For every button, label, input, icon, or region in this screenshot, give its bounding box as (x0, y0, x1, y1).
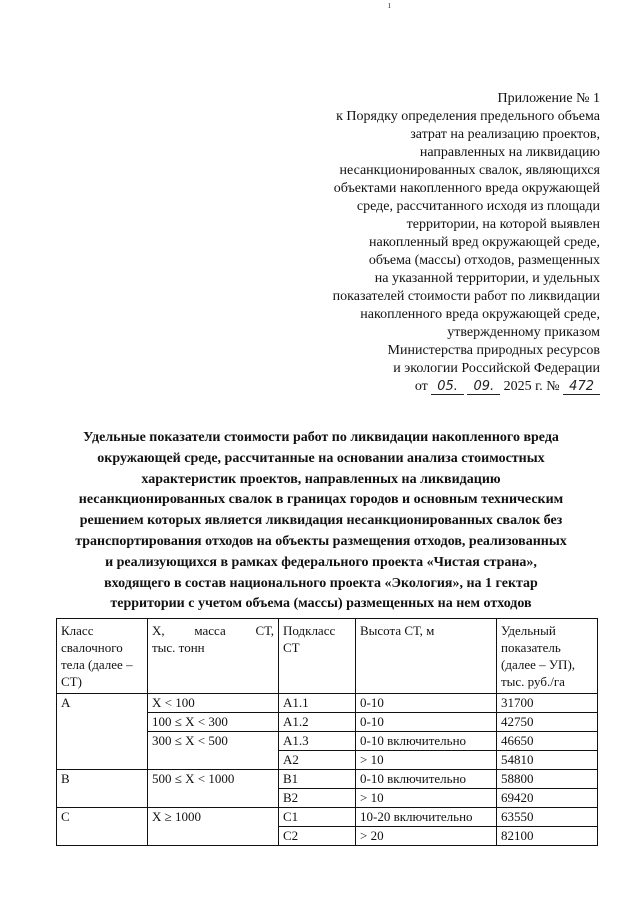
title-line: решением которых является ликвидация несанкционированных свалок без (79, 513, 563, 529)
header-mass-x: Х, (152, 623, 165, 638)
appendix-header (260, 90, 600, 396)
cell-value: 69420 (497, 789, 598, 808)
header-height: Высота СТ, м (356, 619, 497, 694)
title-line: Удельные показатели стоимости работ по ликвидации накопленного вреда (83, 430, 559, 445)
cell-mass: 500 ≤ Х < 1000 (148, 770, 279, 808)
cell-mass: Х ≥ 1000 (148, 808, 279, 846)
table-row (57, 808, 598, 827)
cell-value: 31700 (497, 694, 598, 713)
date-month: 09. (467, 380, 500, 395)
date-year: 2025 г. № (503, 379, 560, 394)
cell-value: 42750 (497, 713, 598, 732)
appendix-line: направленных на ликвидацию (419, 145, 600, 160)
header-mass-unit: тыс. тонн (152, 640, 205, 655)
cell-mass: 100 ≤ Х < 300 (148, 713, 279, 732)
cell-class: В (57, 770, 148, 808)
appendix-line: на указанной территории, и удельных (374, 271, 600, 286)
title-line: транспортирования отходов на объекты размещения отходов, реализованных (75, 533, 567, 549)
cell-mass: 300 ≤ Х < 500 (148, 732, 279, 770)
title-line: территории с учетом объема (массы) размещенных на нем отходов (110, 596, 532, 612)
appendix-line: утвержденному приказом (447, 325, 600, 340)
cell-subclass: В2 (279, 789, 356, 808)
table-row (57, 694, 598, 713)
appendix-line: территории, на которой выявлен (406, 217, 600, 232)
title-line: входящего в состав национального проекта «Экология», на 1 гектар (104, 575, 538, 591)
header-mass (148, 619, 279, 694)
appendix-line: накопленный вред окружающей среде, (369, 235, 600, 250)
indicators-table (56, 618, 598, 846)
order-number: 472 (563, 380, 600, 395)
table-header-row (57, 619, 598, 694)
appendix-line: несанкционированных свалок, являющихся (339, 163, 600, 178)
title-line: несанкционированных свалок в границах городов и основным техническим (78, 492, 564, 508)
cell-subclass: А1.3 (279, 732, 356, 751)
cell-subclass: А1.2 (279, 713, 356, 732)
cell-value: 82100 (497, 827, 598, 846)
cell-class: С (57, 808, 148, 846)
header-subclass: Подкласс СТ (279, 619, 356, 694)
order-date-line (260, 378, 600, 396)
cell-height: > 20 (356, 827, 497, 846)
header-class: Класс свалочного тела (далее – СТ) (57, 619, 148, 694)
cell-height: > 10 (356, 789, 497, 808)
header-mass-word: масса (194, 623, 226, 638)
title-line: и реализующихся в рамках федерального проекта «Чистая страна», (105, 554, 537, 570)
document-title (40, 428, 602, 615)
cell-height: 0-10 включительно (356, 770, 497, 789)
cell-height: 0-10 включительно (356, 732, 497, 751)
title-line: окружающей среде, рассчитанные на основании анализа стоимостных (97, 450, 545, 466)
date-prefix: от (414, 379, 428, 394)
cell-mass: Х < 100 (148, 694, 279, 713)
date-day: 05. (431, 380, 464, 395)
cell-subclass: С2 (279, 827, 356, 846)
scan-mark: ı (388, 0, 391, 11)
appendix-line: показателей стоимости работ по ликвидации (332, 289, 600, 304)
cell-value: 58800 (497, 770, 598, 789)
cell-class: А (57, 694, 148, 770)
appendix-line: объема (массы) отходов, размещенных (368, 253, 600, 268)
cell-subclass: В1 (279, 770, 356, 789)
appendix-line: среде, рассчитанного исходя из площади (356, 199, 600, 214)
cell-height: 0-10 (356, 713, 497, 732)
cell-value: 63550 (497, 808, 598, 827)
appendix-line: Министерства природных ресурсов (387, 343, 600, 358)
cell-subclass: А1.1 (279, 694, 356, 713)
cell-height: 10-20 включительно (356, 808, 497, 827)
cell-value: 54810 (497, 751, 598, 770)
cell-value: 46650 (497, 732, 598, 751)
table-row (57, 770, 598, 789)
appendix-line: Приложение № 1 (497, 91, 600, 106)
title-line: характеристик проектов, направленных на ликвидацию (141, 471, 501, 487)
appendix-line: затрат на реализацию проектов, (410, 127, 600, 142)
appendix-line: к Порядку определения предельного объема (336, 109, 600, 124)
header-mass-st: СТ, (255, 623, 274, 638)
cell-height: 0-10 (356, 694, 497, 713)
appendix-line: объектами накопленного вреда окружающей (333, 181, 600, 196)
header-indicator: Удельный показатель (далее – УП), тыс. руб./га (497, 619, 598, 694)
header-mass-top (152, 622, 274, 639)
cell-height: > 10 (356, 751, 497, 770)
cell-subclass: С1 (279, 808, 356, 827)
cell-subclass: А2 (279, 751, 356, 770)
appendix-line: и экологии Российской Федерации (393, 361, 600, 376)
appendix-line: накопленного вреда окружающей среде, (360, 307, 600, 322)
